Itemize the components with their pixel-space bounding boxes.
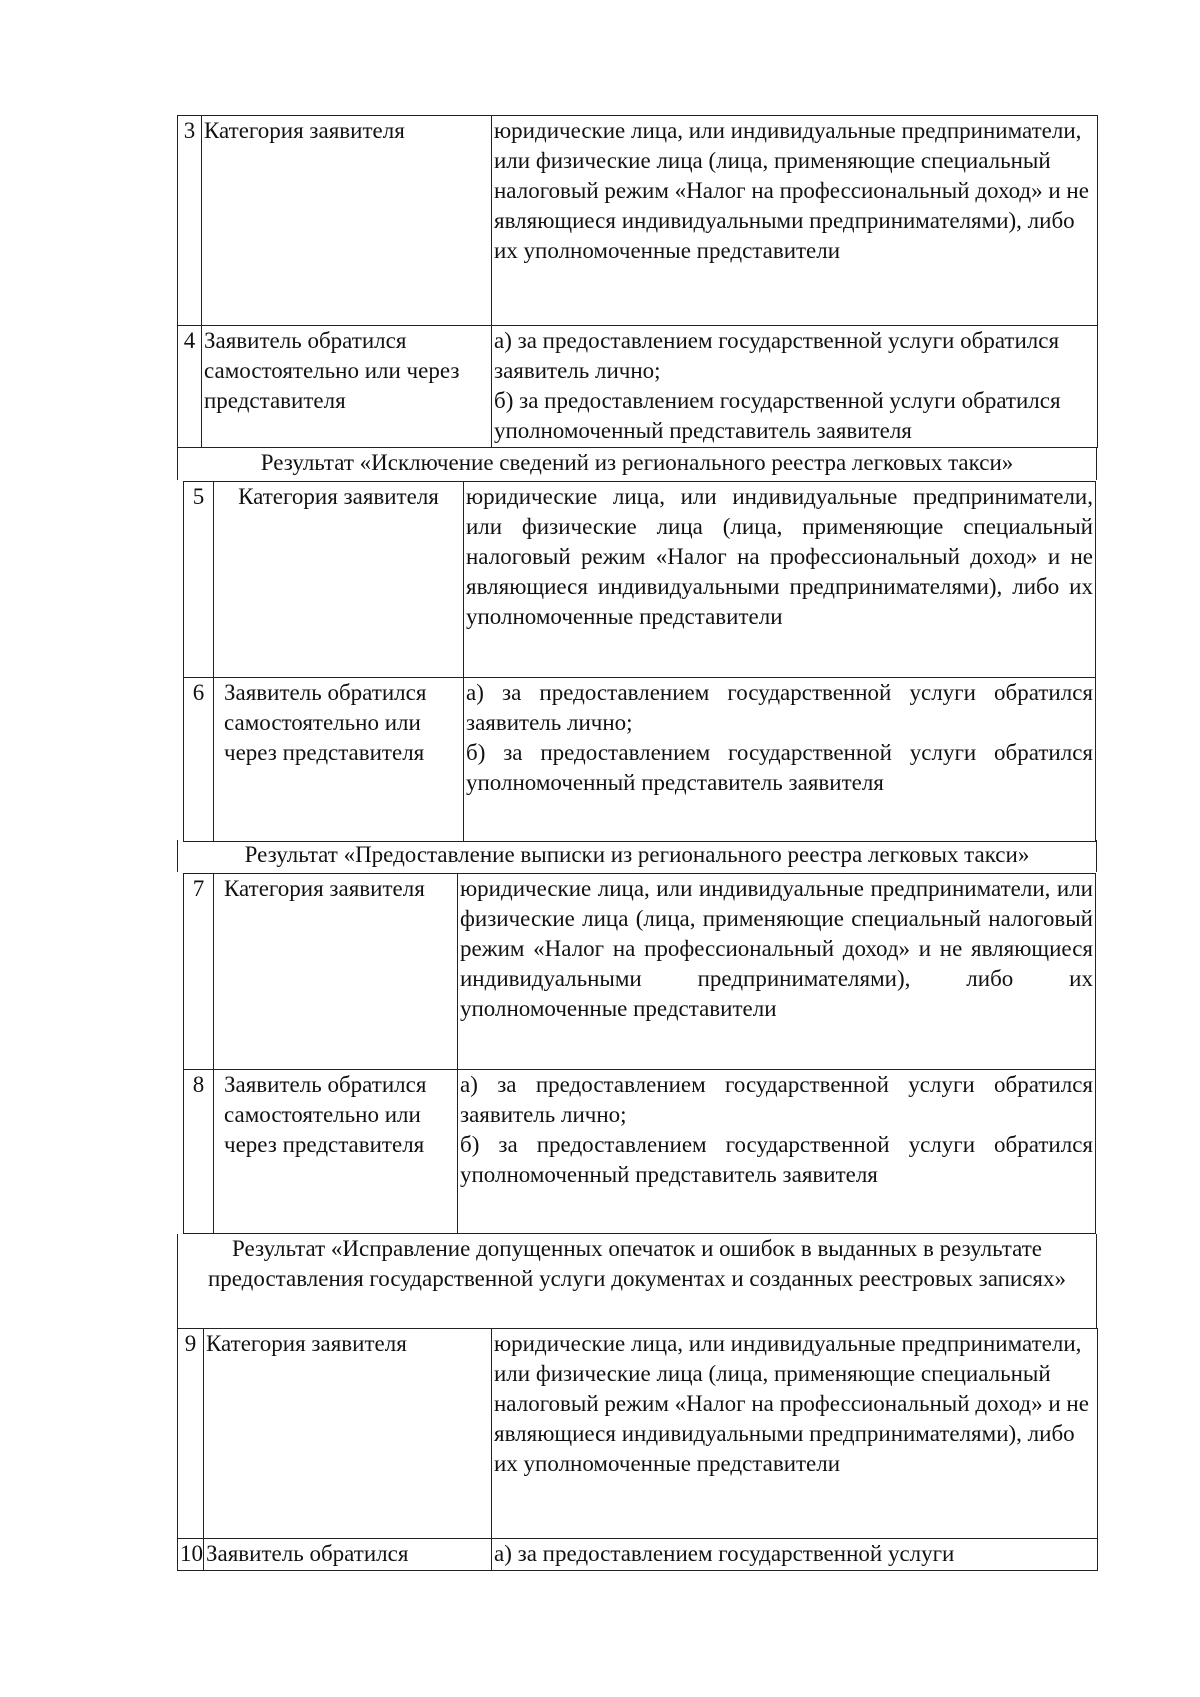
row-number: 9 [178, 1329, 204, 1539]
table-group-1 [177, 115, 1098, 448]
table-row [184, 482, 1096, 678]
row-value: юридические лица, или индивидуальные предприниматели, или физические лица (лица, применяющие специальный налоговый режим «Налог на профессиональный доход» и не являющиеся индивидуальными предпринимателями), либо их уполномоченные представители [458, 874, 1096, 1070]
row-label: Категория заявителя [204, 1329, 492, 1539]
row-label: Заявитель обратился [204, 1539, 492, 1571]
row-label: Заявитель обратился самостоятельно или через представителя [214, 678, 464, 842]
table-group-2 [183, 481, 1096, 842]
row-number: 4 [178, 326, 202, 448]
row-value [464, 678, 1096, 842]
section-header-1: Результат «Исключение сведений из регионального реестра легковых такси» [177, 448, 1097, 480]
row-number: 7 [184, 874, 214, 1070]
row-value: а) за предоставлением государственной услуги [492, 1539, 1098, 1571]
option-b: б) за предоставлением государственной услуги обратился уполномоченный представитель заявителя [460, 1132, 1093, 1187]
row-label: Заявитель обратился самостоятельно или через представителя [202, 326, 492, 448]
row-number: 6 [184, 678, 214, 842]
row-value [492, 326, 1098, 448]
option-a: а) за предоставлением государственной услуги обратился заявитель лично; [494, 328, 1060, 383]
row-number: 3 [178, 116, 202, 326]
section-header-3: Результат «Исправление допущенных опечаток и ошибок в выданных в результате предоставления государственной услуги документах и созданных реестровых записях» [177, 1234, 1097, 1328]
row-number: 10 [178, 1539, 204, 1571]
row-label: Категория заявителя [214, 482, 464, 678]
row-label: Категория заявителя [214, 874, 458, 1070]
row-value: юридические лица, или индивидуальные предприниматели, или физические лица (лица, применяющие специальный налоговый режим «Налог на профессиональный доход» и не являющиеся индивидуальными предпринимателями), либо их уполномоченные представители [464, 482, 1096, 678]
table-group-4 [177, 1328, 1098, 1571]
row-number: 8 [184, 1070, 214, 1234]
row-label: Категория заявителя [202, 116, 492, 326]
section-header-2: Результат «Предоставление выписки из регионального реестра легковых такси» [177, 840, 1097, 872]
table-row [184, 1070, 1096, 1234]
table-row [178, 116, 1098, 326]
row-value [458, 1070, 1096, 1234]
row-value: юридические лица, или индивидуальные предприниматели, или физические лица (лица, применяющие специальный налоговый режим «Налог на профессиональный доход» и не являющиеся индивидуальными предпринимателями), либо их уполномоченные представители [492, 116, 1098, 326]
row-number: 5 [184, 482, 214, 678]
table-row [178, 1329, 1098, 1539]
table-row [178, 1539, 1098, 1571]
table-group-3 [183, 873, 1096, 1234]
row-value: юридические лица, или индивидуальные предприниматели, или физические лица (лица, применяющие специальный налоговый режим «Налог на профессиональный доход» и не являющиеся индивидуальными предпринимателями), либо их уполномоченные представители [492, 1329, 1098, 1539]
option-a: а) за предоставлением государственной услуги обратился заявитель лично; [460, 1072, 1093, 1127]
row-label: Заявитель обратился самостоятельно или через представителя [214, 1070, 458, 1234]
option-b: б) за предоставлением государственной услуги обратился уполномоченный представитель заявителя [466, 740, 1093, 795]
option-a: а) за предоставлением государственной услуги обратился заявитель лично; [466, 680, 1093, 735]
table-row [184, 874, 1096, 1070]
option-b: б) за предоставлением государственной услуги обратился уполномоченный представитель заявителя [494, 388, 1061, 443]
table-row [184, 678, 1096, 842]
table-row [178, 326, 1098, 448]
